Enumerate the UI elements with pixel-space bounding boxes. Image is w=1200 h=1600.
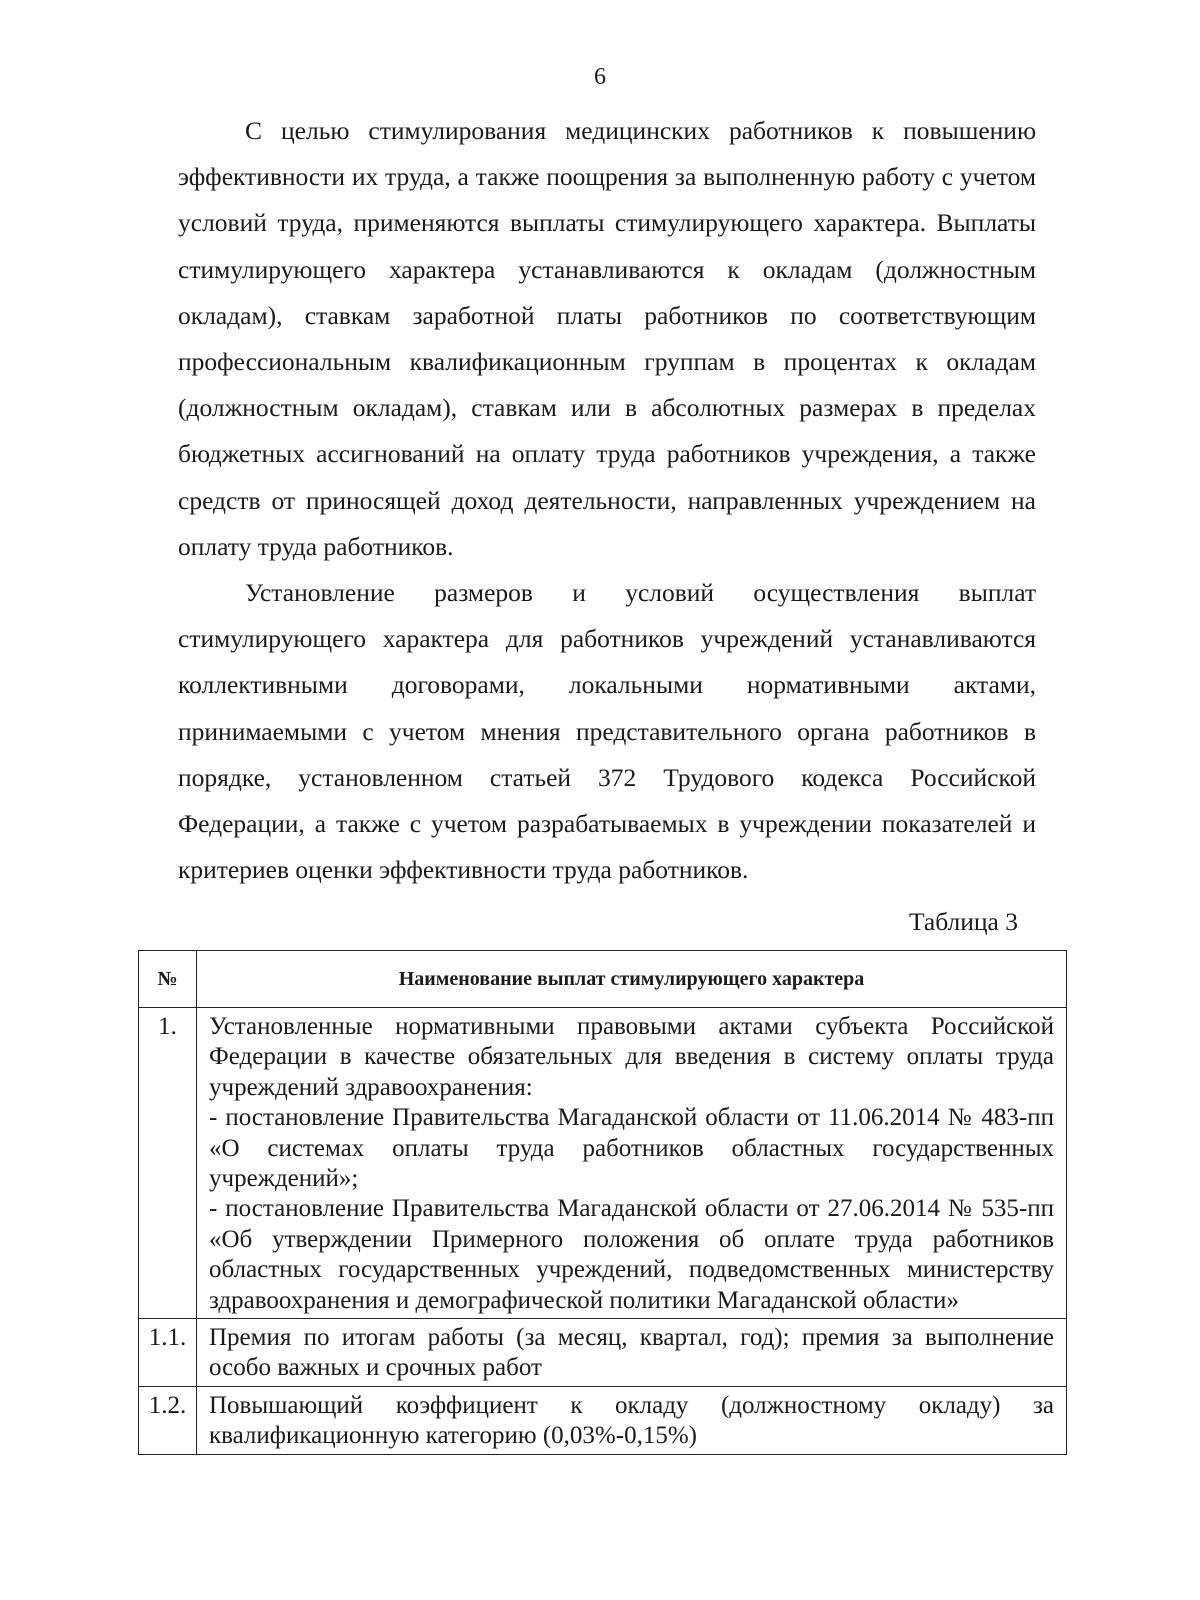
body-text xyxy=(178,108,1036,893)
paragraph-incentive-establishment: Установление размеров и условий осуществления выплат стимулирующего характера для работников учреждений устанавливаются коллективными договорами, локальными нормативными актами, принимаемыми с учетом мнения представительного органа работников в порядке, установленном статьей 372 Трудового кодекса Российской Федерации, а также с учетом разрабатываемых в учреждении показателей и критериев оценки эффективности труда работников. xyxy=(178,578,1036,885)
table-row xyxy=(139,1386,1067,1454)
row-text-line: - постановление Правительства Магаданской области от 27.06.2014 № 535-пп «Об утверждении Примерного положения об оплате труда работников областных государственных учреждений, подведомственных министерству здравоохранения и демографической политики Магаданской области» xyxy=(209,1195,1054,1314)
row-payment-name xyxy=(197,1386,1067,1454)
header-number: № xyxy=(139,951,197,1008)
paragraph-incentive-purpose: С целью стимулирования медицинских работников к повышению эффективности их труда, а также поощрения за выполненную работу с учетом условий труда, применяются выплаты стимулирующего характера. Выплаты стимулирующего характера устанавливаются к окладам (должностным окладам), ставкам заработной платы работников по соответствующим профессиональным квалификационным группам в процентах к окладам (должностным окладам), ставкам или в абсолютных размерах в пределах бюджетных ассигнований на оплату труда работников учреждения, а также средств от приносящей доход деятельности, направленных учреждением на оплату труда работников. xyxy=(178,116,1036,561)
page-number: 6 xyxy=(594,64,606,90)
row-number: 1. xyxy=(139,1008,197,1319)
table-row xyxy=(139,1319,1067,1387)
row-text-line: - постановление Правительства Магаданской области от 11.06.2014 № 483-пп «О системах оплаты труда работников областных государственных учреждений»; xyxy=(209,1104,1054,1193)
table-caption: Таблица 3 xyxy=(908,907,1018,936)
row-number: 1.1. xyxy=(139,1319,197,1387)
row-text-line: Повышающий коэффициент к окладу (должностному окладу) за квалификационную категорию (0,03%-0,15%) xyxy=(209,1391,1054,1450)
row-text-line: Премия по итогам работы (за месяц, квартал, год); премия за выполнение особо важных и срочных работ xyxy=(209,1324,1054,1382)
table-row xyxy=(139,1008,1067,1319)
row-number: 1.2. xyxy=(139,1386,197,1454)
row-payment-name xyxy=(197,1008,1067,1319)
row-payment-name xyxy=(197,1319,1067,1387)
table-header-row xyxy=(139,951,1067,1008)
row-text-line: Установленные нормативными правовыми актами субъекта Российской Федерации в качестве обязательных для введения в систему оплаты труда учреждений здравоохранения: xyxy=(209,1013,1054,1101)
incentive-payments-table xyxy=(138,950,1067,1455)
header-payment-name: Наименование выплат стимулирующего характера xyxy=(197,951,1067,1008)
